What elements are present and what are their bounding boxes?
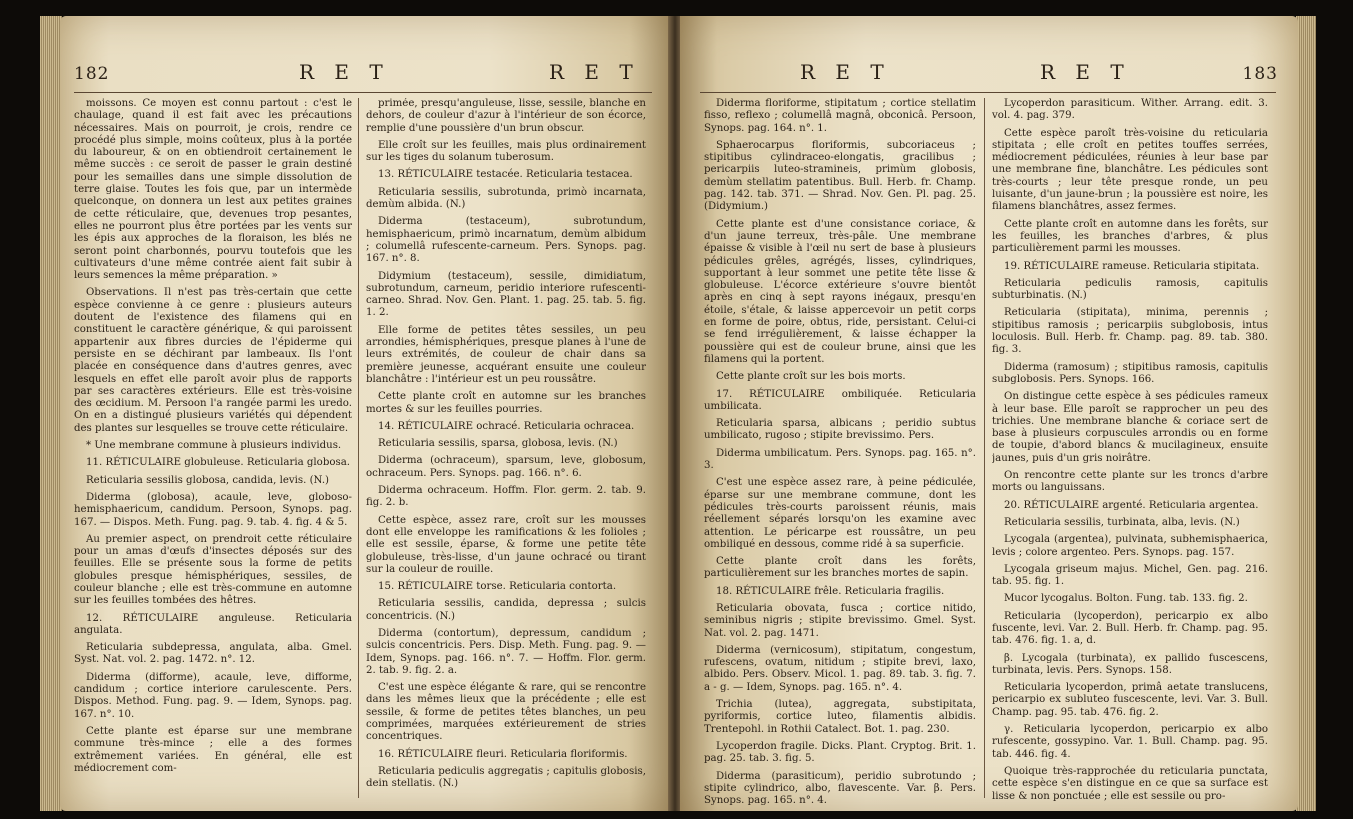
paragraph: Diderma (ramosum) ; stipitibus ramosis, capitulis subglobosis. Pers. Synops. 166. xyxy=(992,361,1268,385)
paragraph: Trichia (lutea), aggregata, substipitata, pyriformis, cortice luteo, filamentis albidis. Trentepohl. in Rothii Catalect. Bot. 1. pag. 230. xyxy=(704,699,976,735)
paragraph: Lycogala griseum majus. Michel, Gen. pag. 216. tab. 95. fig. 1. xyxy=(992,563,1268,588)
paragraph: 11. RÉTICULAIRE globuleuse. Reticularia globosa. xyxy=(86,457,351,469)
paragraph: On rencontre cette plante sur les troncs d'arbre morts ou languissans. xyxy=(992,470,1268,494)
paragraph: Mucor lycogalus. Bolton. Fung. tab. 133. fig. 2. xyxy=(1004,593,1248,605)
paragraph: Reticularia sessilis, candida, depressa ; sulcis concentricis. (N.) xyxy=(366,598,646,622)
paragraph: Diderma (ochraceum), sparsum, leve, globosum, ochraceum. Pers. Synops. pag. 166. n°. 6. xyxy=(366,455,646,479)
right-column-divider xyxy=(984,98,985,798)
paragraph: moissons. Ce moyen est connu partout : c'est le chaulage, quand il est fait avec les précautions nécessaires. Mais on pourroit, je crois, rendre ce procédé plus simple, moins coûteux, plus à la portée du laboureur, & on en obtiendroit certainement le même succès : ce seroit de passer le grain destiné pour les semailles dans une simple dissolution de terre glaise. Toutes les fois que, par un intermède quelconque, on donnera un lest aux petites graines de cette réticulaire, que, devenues trop pesantes, elles ne pourront plus être portées par les vents sur les épis aux approches de la floraison, les blés ne seront point charbonnés, pourvu toutefois que les cultivateurs d'une même contrée aient fait subir à leurs semences la même préparation. » xyxy=(74,98,352,282)
paragraph: Diderma (vernicosum), stipitatum, congestum, rufescens, ovatum, nitidum ; stipite brevi, laxo, albido. Pers. Observ. Micol. 1. pag. 89. tab. 3. fig. 7. a - g. — Idem, Synops. pag. 165. n°. 4. xyxy=(704,644,976,693)
paragraph: Diderma ochraceum. Hoffm. Flor. germ. 2. tab. 9. fig. 2. b. xyxy=(366,485,646,509)
paragraph: Diderma (testaceum), subrotundum, hemisphaericum, primò incarnatum, demùm albidum ; columellâ rufescente-carneum. Pers. Synops. pag. 167. n°. 8. xyxy=(366,216,646,265)
paragraph: Observations. Il n'est pas très-certain que cette espèce convienne à ce genre : plusieurs auteurs doutent de l'existence des filamens qui en constituent le caractère générique, & qui paroissent appartenir aux fibres durcies de l'épiderme qui persiste en se déchirant par lambeaux. Ils l'ont placée en conséquence dans d'autres genres, avec lesquels en effet elle paroît avoir plus de rapports par ses caractères extérieurs. Elle est très-voisine des œcidium. M. Persoon l'a rangée parmi les uredo. On en a distingué plusieurs variétés qui dépendent des plantes sur lesquelles se trouve cette réticulaire. xyxy=(74,287,352,434)
paragraph: Elle croît sur les feuilles, mais plus ordinairement sur les tiges du solanum tuberosum. xyxy=(366,139,646,164)
paragraph: 14. RÉTICULAIRE ochracé. Reticularia ochracea. xyxy=(378,420,635,432)
paragraph: Didymium (testaceum), sessile, dimidiatum, subrotundum, carneum, peridio interiore rufescenti-carneo. Shrad. Nov. Gen. Plant. 1. pag. 25. tab. 5. fig. 1. 2. xyxy=(366,270,646,319)
paragraph: Cette espèce paroît très-voisine du reticularia stipitata ; elle croît en petites touffes serrées, médiocrement pédiculées, réunies à leur base par une membrane fine, blanchâtre. Les pédicules sont très-courts ; leur tête presque ronde, un peu luisante, d'un jaune-brun ; la poussière est noire, les filamens blanchâtres, assez fermes. xyxy=(992,127,1268,213)
right-column-2 xyxy=(992,98,1268,806)
paragraph: Diderma (difforme), acaule, leve, difforme, candidum ; cortice interiore carulescente. Pers. Dispos. Method. Fung. pag. 9. — Idem, Synops. pag. 167. n°. 10. xyxy=(74,671,352,720)
paragraph: Cette plante est d'une consistance coriace, & d'un jaune terreux, très-pâle. Une membrane épaisse & visible à l'œil nu sert de base à plusieurs pédicules grêles, agrégés, lisses, cylindriques, supportant à leur sommet une petite tête lisse & globuleuse. L'écorce extérieure s'ouvre bientôt après en cinq à sept rayons inégaux, presqu'en étoile, s'étale, & laisse appercevoir un petit corps en forme de poire, obtus, ride, persistant. Celui-ci se fend irrégulièrement, & laisse échapper la poussière qui est de couleur brune, ainsi que les filamens qui la portent. xyxy=(704,218,976,365)
paragraph: Reticularia pediculis ramosis, capitulis subturbinatis. (N.) xyxy=(992,277,1268,302)
paragraph: Reticularia sessilis, sparsa, globosa, levis. (N.) xyxy=(378,438,618,450)
paragraph: Cette plante est éparse sur une membrane commune très-mince ; elle a des formes extrêmement variées. En général, elle est médiocrement com- xyxy=(74,725,352,774)
left-running-head xyxy=(74,60,664,90)
paragraph: Reticularia sessilis globosa, candida, levis. (N.) xyxy=(86,474,330,486)
paragraph: Diderma floriforme, stipitatum ; cortice stellatim fisso, reflexo ; columellâ magnâ, obconicâ. Persoon, Synops. pag. 164. n°. 1. xyxy=(704,98,976,134)
paragraph: Quoique très-rapprochée du reticularia punctata, cette espèce s'en distingue en ce que sa surface est lisse & non ponctuée ; elle est sessile ou pro- xyxy=(992,765,1268,802)
paragraph: 19. RÉTICULAIRE rameuse. Reticularia stipitata. xyxy=(1004,260,1260,272)
paragraph: On distingue cette espèce à ses pédicules rameux à leur base. Elle paroît se rapprocher un peu des trichies. Une membrane blanche & coriace sert de base à plusieurs corpuscules arrondis ou en forme de toupie, d'abord blancs & mucilagineux, ensuite jaunes, puis d'un gris noirâtre. xyxy=(992,391,1268,464)
paragraph: Diderma (parasiticum), peridio subrotundo ; stipite cylindrico, albo, flavescente. Var. β. Pers. Synops. pag. 165. n°. 4. xyxy=(704,770,976,806)
paragraph: Elle forme de petites têtes sessiles, un peu arrondies, hémisphériques, presque planes à l'une de leurs extrémités, de couleur de chair dans sa première jeunesse, acquérant ensuite une couleur blanchâtre : l'intérieur est un peu roussâtre. xyxy=(366,324,646,385)
paragraph: Cette plante croît en automne sur les branches mortes & sur les feuilles pourries. xyxy=(366,391,646,415)
paragraph: Reticularia subdepressa, angulata, alba. Gmel. Syst. Nat. vol. 2. pag. 1472. n°. 12. xyxy=(74,642,352,666)
right-running-head xyxy=(700,60,1290,90)
paragraph: 18. RÉTICULAIRE frêle. Reticularia fragilis. xyxy=(716,585,945,597)
paragraph: Reticularia lycoperdon, primâ aetate translucens, pericarpio ex subluteo fuscescente, levi. Var. 3. Bull. Champ. pag. 95. tab. 476. fig. 2. xyxy=(992,682,1268,718)
paragraph: Lycoperdon fragile. Dicks. Plant. Cryptog. Brit. 1. pag. 25. tab. 3. fig. 5. xyxy=(704,740,976,765)
right-page-number: 183 xyxy=(1242,64,1278,84)
left-page xyxy=(60,16,672,811)
right-column-1 xyxy=(704,98,976,806)
paragraph: 16. RÉTICULAIRE fleuri. Reticularia floriformis. xyxy=(378,748,628,760)
paragraph: Reticularia sessilis, subrotunda, primò incarnata, demùm albida. (N.) xyxy=(366,186,646,211)
paragraph: Reticularia (stipitata), minima, perennis ; stipitibus ramosis ; pericarpiis subglobosis, intus loculosis. Bull. Herb. fr. Champ. pag. 89. tab. 380. fig. 3. xyxy=(992,307,1268,356)
paragraph: Cette plante croît sur les bois morts. xyxy=(716,371,906,383)
left-page-number: 182 xyxy=(74,64,110,84)
paragraph: γ. Reticularia lycoperdon, pericarpio ex albo rufescente, gossypino. Var. 1. Bull. Champ. pag. 95. tab. 446. fig. 4. xyxy=(992,724,1268,760)
paragraph: Diderma (contortum), depressum, candidum ; sulcis concentricis. Pers. Disp. Meth. Fung. pag. 9. — Idem, Synops. pag. 166. n°. 7. — Hoffm. Flor. germ. 2. tab. 9. fig. 2. a. xyxy=(366,627,646,676)
paragraph: 12. RÉTICULAIRE anguleuse. Reticularia angulata. xyxy=(74,612,352,636)
left-column-1 xyxy=(74,98,352,806)
paragraph: * Une membrane commune à plusieurs individus. xyxy=(86,440,342,452)
left-head-word-1: R E T xyxy=(299,60,390,84)
left-column-2 xyxy=(366,98,646,806)
paragraph: 20. RÉTICULAIRE argenté. Reticularia argentea. xyxy=(1004,499,1259,511)
left-head-rule xyxy=(74,92,652,93)
paragraph: C'est une espèce élégante & rare, qui se rencontre dans les mêmes lieux que la précédente ; elle est sessile, & forme de petites têtes blanches, un peu comprimées, marquées extérieurement de stries concentriques. xyxy=(366,682,646,743)
right-head-word-2: R E T xyxy=(1040,60,1131,84)
paragraph: Reticularia pediculis aggregatis ; capitulis globosis, dein stellatis. (N.) xyxy=(366,765,646,790)
right-head-word-1: R E T xyxy=(800,60,891,84)
paragraph: Lycogala (argentea), pulvinata, subhemisphaerica, levis ; colore argenteo. Pers. Synops. pag. 157. xyxy=(992,534,1268,558)
paragraph: 17. RÉTICULAIRE ombiliquée. Reticularia umbilicata. xyxy=(704,388,976,412)
paragraph: Reticularia (lycoperdon), pericarpio ex albo fuscente, levi. Var. 2. Bull. Herb. fr. Champ. pag. 95. tab. 476. fig. 1. a, d. xyxy=(992,610,1268,647)
left-page-edges xyxy=(40,16,62,811)
paragraph: Lycoperdon parasiticum. Wither. Arrang. edit. 3. vol. 4. pag. 379. xyxy=(992,98,1268,122)
paragraph: Reticularia obovata, fusca ; cortice nitido, seminibus nigris ; stipite brevissimo. Gmel. Syst. Nat. vol. 2. pag. 1471. xyxy=(704,602,976,639)
paragraph: Reticularia sessilis, turbinata, alba, levis. (N.) xyxy=(1004,516,1240,528)
paragraph: β. Lycogala (turbinata), ex pallido fuscescens, turbinata, levis. Pers. Synops. 158. xyxy=(992,652,1268,676)
right-page xyxy=(680,16,1298,811)
left-head-word-2: R E T xyxy=(549,60,640,84)
paragraph: Cette plante croît en automne dans les forêts, sur les feuilles, les branches d'arbres, & plus particulièrement parmi les mousses. xyxy=(992,218,1268,255)
paragraph: Au premier aspect, on prendroit cette réticulaire pour un amas d'œufs d'insectes déposés sur des feuilles. Elle se présente sous la forme de petits globules presque hémisphériques, sessiles, de couleur blanche ; elle est très-commune en automne sur les feuilles tombées des hêtres. xyxy=(74,533,352,607)
left-column-divider xyxy=(358,98,359,798)
paragraph: C'est une espèce assez rare, à peine pédiculée, éparse sur une membrane commune, dont les pédicules très-courts paroissent réunis, mais réellement séparés lorsqu'on les examine avec attention. Le péricarpe est roussâtre, un peu ombiliqué en dessous, comme ridé à sa superficie. xyxy=(704,477,976,550)
paragraph: Diderma (globosa), acaule, leve, globoso-hemisphaericum, candidum. Persoon, Synops. pag. 167. — Dispos. Meth. Fung. pag. 9. tab. 4. fig. 4 & 5. xyxy=(74,491,352,528)
paragraph: Cette espèce, assez rare, croît sur les mousses dont elle enveloppe les ramifications & les folioles ; elle est sessile, éparse, & forme une petite tête globuleuse, très-lisse, d'un jaune ochracé ou tirant sur la couleur de rouille. xyxy=(366,514,646,575)
paragraph: Cette plante croît dans les forêts, particulièrement sur les branches mortes de sapin. xyxy=(704,556,976,580)
paragraph: primée, presqu'anguleuse, lisse, sessile, blanche en dehors, de couleur d'azur à l'intérieur de son écorce, remplie d'une poussière d'un brun obscur. xyxy=(366,98,646,134)
paragraph: 15. RÉTICULAIRE torse. Reticularia contorta. xyxy=(378,581,617,593)
right-page-edges xyxy=(1296,16,1316,811)
paragraph: 13. RÉTICULAIRE testacée. Reticularia testacea. xyxy=(378,169,633,181)
paragraph: Sphaerocarpus floriformis, subcoriaceus ; stipitibus cylindraceo-elongatis, gracilibus ; pericarpiis luteo-stramineis, primùm globosis, demùm stellatim patentibus. Bull. Herb. fr. Champ. pag. 142. tab. 371. — Shrad. Nov. Gen. Pl. pag. 25. (Didymium.) xyxy=(704,139,976,213)
paragraph: Reticularia sparsa, albicans ; peridio subtus umbilicato, rugoso ; stipite brevissimo. Pers. xyxy=(704,418,976,442)
right-head-rule xyxy=(700,92,1276,93)
paragraph: Diderma umbilicatum. Pers. Synops. pag. 165. n°. 3. xyxy=(704,447,976,472)
